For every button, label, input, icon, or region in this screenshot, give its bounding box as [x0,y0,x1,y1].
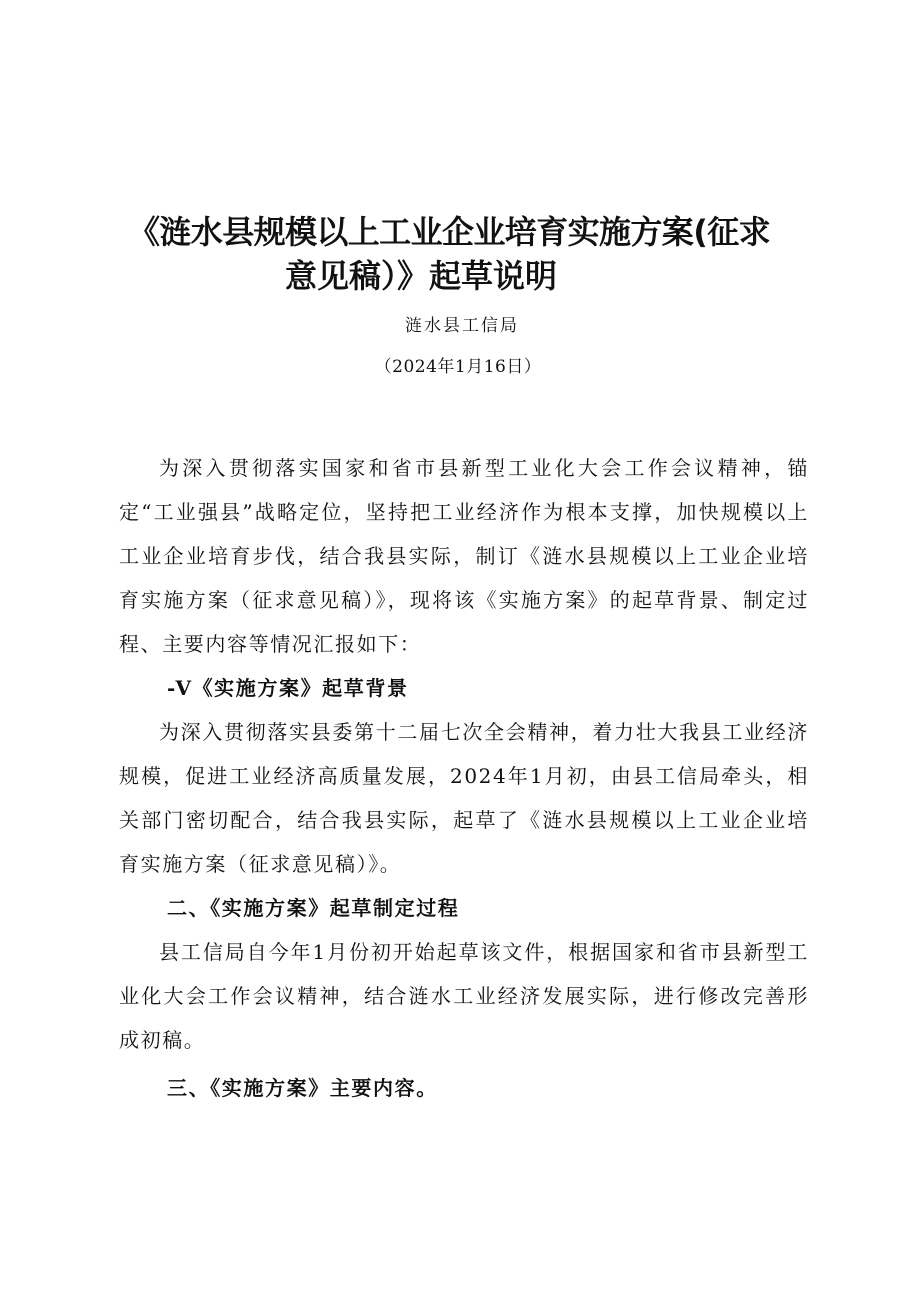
background-paragraph: 为深入贯彻落实县委第十二届七次全会精神，着力壮大我县工业经济规模，促进工业经济高质量发展，2024年1月初，由县工信局牵头，相关部门密切配合，结合我县实际，起草了《涟水县规模以上工业企业培育实施方案（征求意见稿）》。 [119,720,809,876]
intro-paragraph: 为深入贯彻落实国家和省市县新型工业化大会工作会议精神，锚定“工业强县”战略定位，坚持把工业经济作为根本支撑，加快规模以上工业企业培育步伐，结合我县实际，制订《涟水县规模以上工业企业培育实施方案（征求意见稿）》，现将该《实施方案》的起草背景、制定过程、主要内容等情况汇报如下： [119,456,809,656]
section-heading-background: -V《实施方案》起草背景 [167,676,409,700]
document-date: （2024年1月16日） [374,357,542,377]
document-title-line-2: 意见稿）》起草说明 [285,257,558,295]
section-heading-process: 二、《实施方案》起草制定过程 [167,896,460,920]
document-body [119,446,809,1110]
section-heading-content: 三、《实施方案》主要内容。 [167,1076,438,1100]
document-title-line-1: 《涟水县规模以上工业企业培育实施方案(征求 [128,213,771,251]
process-paragraph: 县工信局自今年1月份初开始起草该文件，根据国家和省市县新型工业化大会工作会议精神，结合涟水工业经济发展实际，进行修改完善形成初稿。 [119,940,809,1052]
issuing-organization: 涟水县工信局 [405,316,519,336]
